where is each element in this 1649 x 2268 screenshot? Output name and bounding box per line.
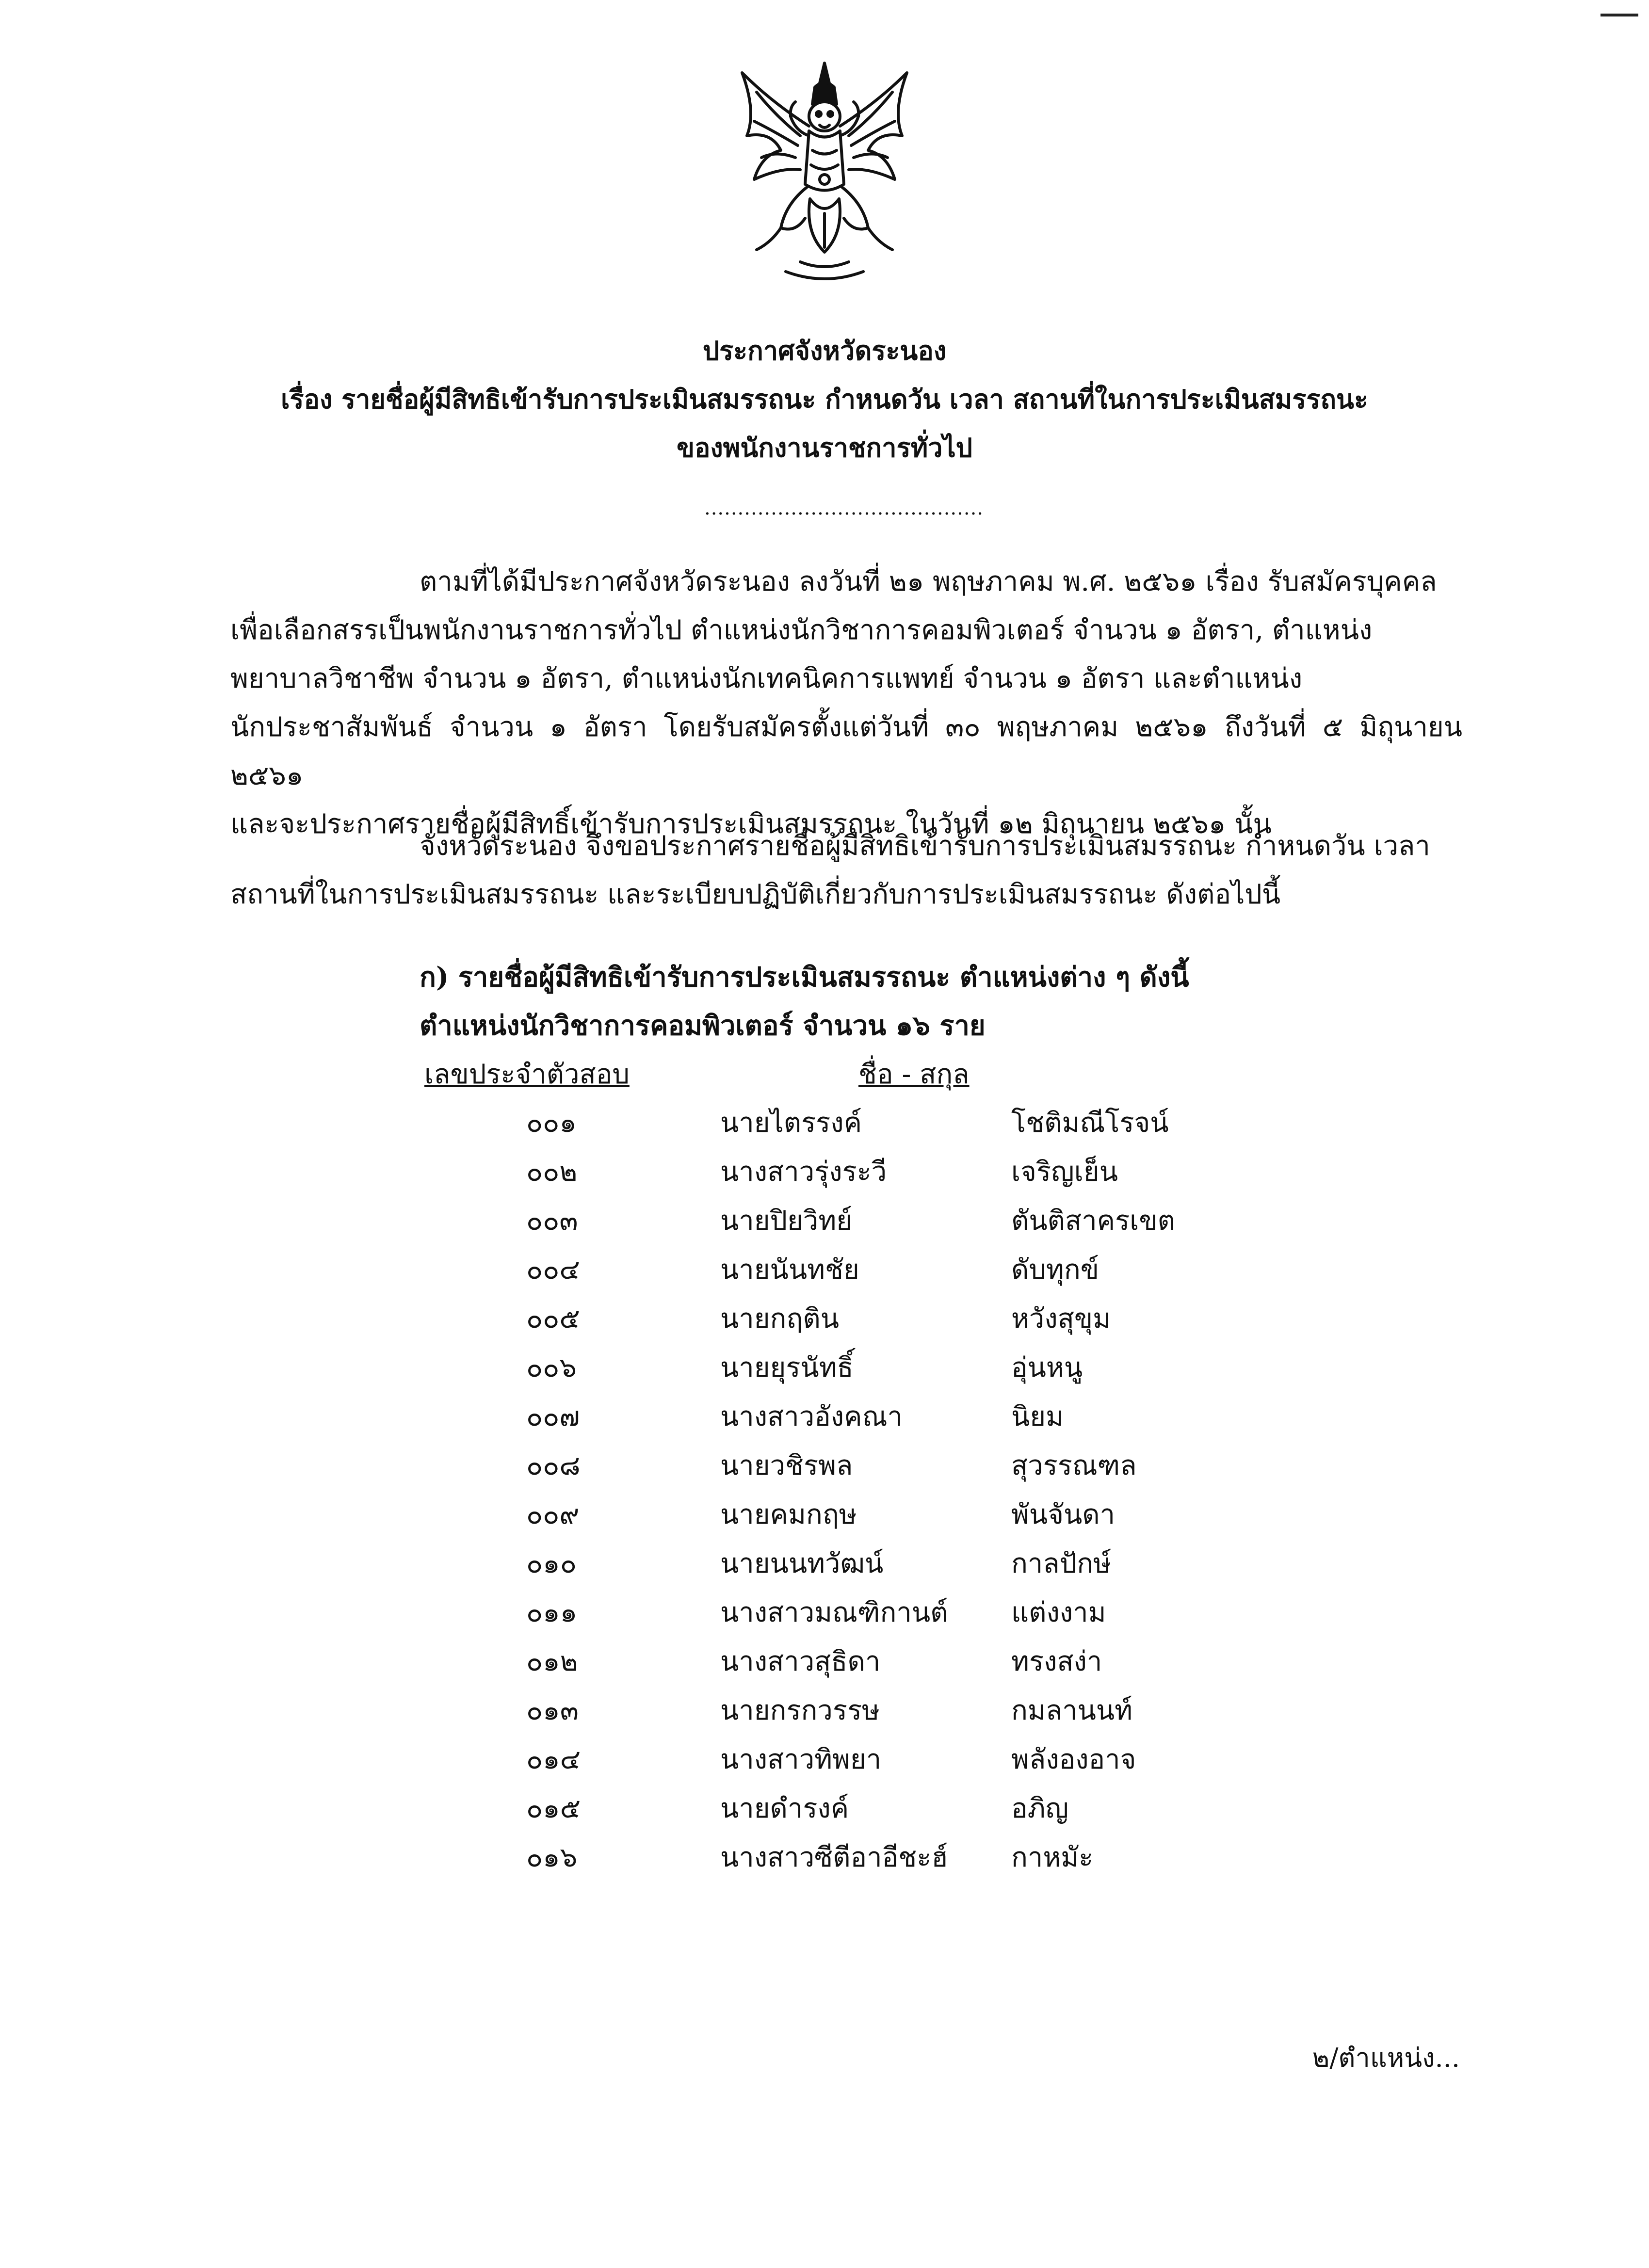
candidate-id: ๐๐๒ [526, 1156, 578, 1188]
candidate-last-name: กาหมัะ [1011, 1842, 1094, 1873]
table-row [0, 1640, 1649, 1689]
candidate-last-name: โชติมณีโรจน์ [1011, 1107, 1169, 1139]
table-row [0, 1493, 1649, 1542]
table-row [0, 1737, 1649, 1786]
paragraph-2 [230, 822, 1462, 919]
candidate-last-name: ทรงสง่า [1011, 1646, 1102, 1677]
candidate-id: ๐๑๔ [526, 1744, 581, 1775]
candidate-last-name: แต่งงาม [1011, 1597, 1106, 1628]
candidate-id: ๐๐๙ [526, 1499, 580, 1530]
candidate-id: ๐๐๑ [526, 1107, 577, 1139]
paragraph-1 [230, 558, 1462, 849]
candidate-first-name: นายดำรงค์ [720, 1793, 849, 1824]
candidate-last-name: สุวรรณฑล [1011, 1450, 1137, 1481]
candidate-last-name: กาลปักษ์ [1011, 1548, 1112, 1579]
table-row [0, 1444, 1649, 1493]
table-row [0, 1346, 1649, 1395]
candidate-first-name: นางสาวทิพยา [720, 1744, 882, 1775]
candidate-first-name: นายกรกวรรษ [720, 1695, 880, 1726]
candidate-first-name: นายปิยวิทย์ [720, 1205, 853, 1237]
candidate-id: ๐๐๘ [526, 1450, 581, 1481]
table-row [0, 1786, 1649, 1835]
candidate-first-name: นายไตรรงค์ [720, 1107, 862, 1139]
paragraph-1-line: นักประชาสัมพันธ์ จำนวน ๑ อัตรา โดยรับสมัครตั้งแต่วันที่ ๓๐ พฤษภาคม ๒๕๖๑ ถึงวันที่ ๕ มิถุนายน ๒๕๖๑ [230, 711, 1462, 791]
paragraph-1-line: เพื่อเลือกสรรเป็นพนักงานราชการทั่วไป ตำแหน่งนักวิชาการคอมพิวเตอร์ จำนวน ๑ อัตรา, ตำแหน่ง [230, 614, 1373, 646]
candidate-id: ๐๐๓ [526, 1205, 578, 1237]
table-row [0, 1248, 1649, 1297]
paragraph-1-line: และจะประกาศรายชื่อผู้มีสิทธิ์เข้ารับการประเมินสมรรถนะ ในวันที่ ๑๒ มิถุนายน ๒๕๖๑ นั้น [230, 808, 1272, 840]
document-subject-line-2: ของพนักงานราชการทั่วไป [677, 432, 972, 463]
candidate-last-name: ดับทุกข์ [1011, 1254, 1099, 1286]
table-row [0, 1150, 1649, 1199]
paragraph-1-line: พยาบาลวิชาชีพ จำนวน ๑ อัตรา, ตำแหน่งนักเทคนิคการแพทย์ จำนวน ๑ อัตรา และตำแหน่ง [230, 663, 1303, 694]
garuda-emblem-icon [728, 58, 922, 286]
candidate-last-name: เจริญเย็น [1011, 1156, 1118, 1188]
position-heading: ตำแหน่งนักวิชาการคอมพิวเตอร์ จำนวน ๑๖ ราย [420, 1010, 986, 1042]
corner-mark [1600, 14, 1638, 16]
column-header-id: เลขประจำตัวสอบ [424, 1059, 630, 1090]
candidate-first-name: นายวชิรพล [720, 1450, 853, 1481]
candidate-id: ๐๑๖ [526, 1842, 578, 1873]
candidate-last-name: หวังสุขุม [1011, 1303, 1111, 1335]
candidate-first-name: นายยุรนัทธิ์ [720, 1352, 854, 1383]
candidate-last-name: พลังองอาจ [1011, 1744, 1136, 1775]
candidate-id: ๐๑๑ [526, 1597, 578, 1628]
paragraph-2-line: สถานที่ในการประเมินสมรรถนะ และระเบียบปฏิบัติเกี่ยวกับการประเมินสมรรถนะ ดังต่อไปนี้ [230, 879, 1281, 910]
candidate-last-name: นิยม [1011, 1401, 1064, 1432]
candidate-id: ๐๐๖ [526, 1352, 577, 1383]
candidate-first-name: นายคมกฤษ [720, 1499, 857, 1530]
section-heading: ก) รายชื่อผู้มีสิทธิเข้ารับการประเมินสมรรถนะ ตำแหน่งต่าง ๆ ดังนี้ [420, 961, 1189, 993]
page-continuation: ๒/ตำแหน่ง... [1312, 2043, 1460, 2073]
candidate-last-name: ตันติสาครเขต [1011, 1205, 1175, 1237]
table-row [0, 1199, 1649, 1248]
table-row [0, 1689, 1649, 1737]
candidate-last-name: อุ่นหนู [1011, 1352, 1083, 1383]
candidate-last-name: อภิญ [1011, 1793, 1069, 1824]
candidate-last-name: พันจันดา [1011, 1499, 1116, 1530]
table-row [0, 1101, 1649, 1150]
candidate-first-name: นายนันทชัย [720, 1254, 859, 1286]
candidate-first-name: นางสาวอังคณา [720, 1401, 903, 1432]
candidate-first-name: นางสาวสุธิดา [720, 1646, 881, 1677]
candidate-first-name: นายกฤติน [720, 1303, 839, 1335]
table-row [0, 1835, 1649, 1884]
paragraph-1-line: ตามที่ได้มีประกาศจังหวัดระนอง ลงวันที่ ๒๑ พฤษภาคม พ.ศ. ๒๕๖๑ เรื่อง รับสมัครบุคคล [420, 566, 1437, 597]
document-title: ประกาศจังหวัดระนอง [702, 335, 947, 366]
table-row [0, 1297, 1649, 1346]
candidate-first-name: นางสาวมณฑิกานต์ [720, 1597, 948, 1628]
table-row [0, 1542, 1649, 1591]
document-subject-line-1: เรื่อง รายชื่อผู้มีสิทธิเข้ารับการประเมินสมรรถนะ กำหนดวัน เวลา สถานที่ในการประเมินสมรรถนะ [281, 384, 1368, 415]
column-header-name: ชื่อ - สกุล [858, 1059, 970, 1090]
candidate-last-name: กมลานนท์ [1011, 1695, 1133, 1726]
candidate-first-name: นายนนทวัฒน์ [720, 1548, 884, 1579]
candidate-first-name: นางสาวรุ่งระวี [720, 1156, 887, 1188]
candidate-id: ๐๐๔ [526, 1254, 580, 1286]
candidate-id: ๐๐๗ [526, 1401, 580, 1432]
paragraph-2-line: จังหวัดระนอง จึงขอประกาศรายชื่อผู้มีสิทธิเข้ารับการประเมินสมรรถนะ กำหนดวัน เวลา [420, 830, 1430, 862]
candidate-id: ๐๑๐ [526, 1548, 577, 1579]
candidate-first-name: นางสาวซีตีอาอีชะฮ์ [720, 1842, 948, 1873]
candidate-id: ๐๐๕ [526, 1303, 580, 1335]
candidate-id: ๐๑๒ [526, 1646, 578, 1677]
table-row [0, 1591, 1649, 1640]
candidate-id: ๐๑๕ [526, 1793, 581, 1824]
title-separator: .......................................... [704, 497, 984, 519]
table-row [0, 1395, 1649, 1444]
candidate-id: ๐๑๓ [526, 1695, 579, 1726]
